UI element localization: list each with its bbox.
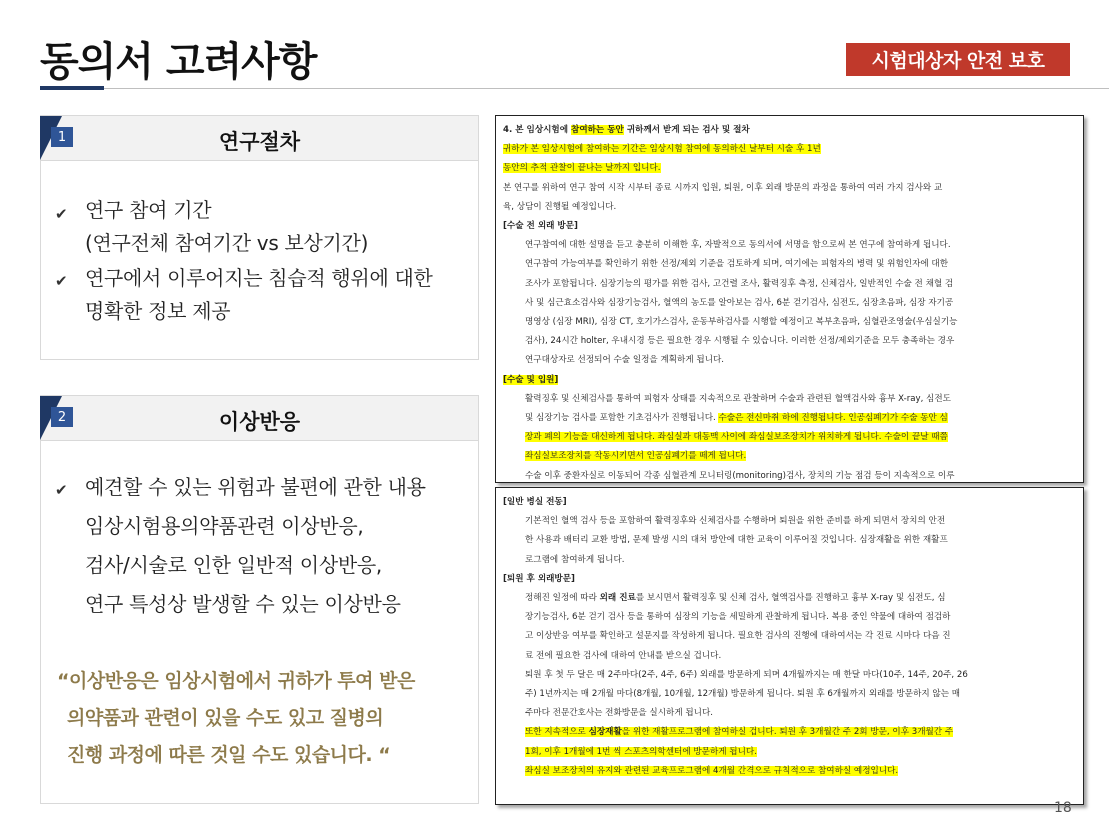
document-text: 주마다 전문간호사는 전화방문을 실시하게 됩니다. bbox=[525, 708, 713, 719]
document-line bbox=[503, 589, 1077, 608]
document-text: 연구참여에 대한 설명을 듣고 충분히 이해한 후, 자발적으로 동의서에 서명을 함으로써 본 연구에 참여하게 됩니다. bbox=[525, 240, 951, 251]
check-icon: ✔ bbox=[55, 481, 68, 499]
document-text: [퇴원 후 외래방문] bbox=[503, 573, 575, 584]
highlighted-text: 귀하가 본 임상시험에 참여하는 기간은 임상시험 참여에 동의하신 날부터 시술 후 1년 bbox=[503, 144, 821, 155]
document-line bbox=[503, 551, 1077, 570]
bullet-text: 검사/시술로 인한 일반적 이상반응, bbox=[85, 553, 382, 577]
highlighted-text: [수술 및 입원] bbox=[503, 374, 559, 385]
document-text: 및 심장기능 검사를 포함한 기초검사가 진행됩니다. bbox=[525, 413, 719, 424]
document-line bbox=[503, 723, 1077, 742]
bullet-text: 임상시험용의약품관련 이상반응, bbox=[85, 514, 364, 538]
highlighted-text: 좌심실 보조장치의 유지와 관련된 교육프로그램에 4개월 간격으로 규칙적으로 참여하실 예정입니다. bbox=[525, 765, 899, 776]
document-line bbox=[503, 332, 1077, 351]
section-header-adverse bbox=[40, 395, 479, 441]
section-title: 연구절차 bbox=[218, 130, 301, 154]
bullet-text: 예견할 수 있는 위험과 불편에 관한 내용 bbox=[85, 475, 426, 499]
section-number: 2 bbox=[51, 407, 73, 427]
document-line bbox=[503, 351, 1077, 370]
document-text: 기본적인 혈액 검사 등을 포함하여 활력징후와 신체검사를 수행하며 퇴원을 위한 준비를 하게 되면서 장치의 안전 bbox=[525, 516, 946, 527]
bullet-text: 연구에서 이루어지는 침습적 행위에 대한 bbox=[85, 266, 433, 290]
document-text: 활력징후 및 신체검사를 통하여 피험자 상태를 지속적으로 관찰하며 수술과 관련된 혈액검사와 흉부 X-ray, 심전도 bbox=[525, 393, 951, 404]
quote-line: “이상반응은 임상시험에서 귀하가 투여 받은 bbox=[57, 670, 415, 692]
topic-tag: 시험대상자 안전 보호 bbox=[846, 43, 1070, 76]
document-line bbox=[503, 217, 1077, 236]
document-line bbox=[503, 179, 1077, 198]
document-line bbox=[503, 493, 1077, 512]
section-body-adverse bbox=[40, 441, 479, 804]
page-number: 18 bbox=[1054, 800, 1072, 816]
document-line bbox=[503, 371, 1077, 390]
document-text: 정해진 일정에 따라 bbox=[525, 593, 600, 604]
highlighted-text: 장과 폐의 기능을 대신하게 됩니다. 좌심실과 대동맥 사이에 좌심실보조장치가 위치하게 됩니다. 수술이 끝날 때쯤 bbox=[525, 432, 948, 443]
highlighted-text: 참여하는 동안 bbox=[571, 125, 624, 135]
document-text: 외래 진료 bbox=[599, 593, 636, 604]
document-line bbox=[503, 255, 1077, 274]
bullet-text: 연구 특성상 발생할 수 있는 이상반응 bbox=[85, 592, 401, 616]
document-line bbox=[503, 531, 1077, 550]
document-text: 4. 본 임상시험에 bbox=[503, 125, 572, 135]
document-line bbox=[503, 294, 1077, 313]
section-body-procedure bbox=[40, 161, 479, 360]
document-text: 조사가 포함됩니다. 심장기능의 평가를 위한 검사, 고건렬 조사, 활력징후 측정, 신체검사, 일반적인 수술 전 채혈 검 bbox=[525, 278, 954, 289]
document-text: 연구대상자로 선정되어 수술 일정을 계획하게 됩니다. bbox=[525, 355, 725, 366]
document-line bbox=[503, 313, 1077, 332]
highlighted-text: 동안의 추적 관찰이 끝나는 날까지 입니다. bbox=[503, 163, 661, 174]
highlighted-text: 을 위한 재활프로그램에 참여하실 겁니다. 퇴원 후 3개월간 주 2회 방문, 이후 3개월간 주 bbox=[621, 727, 954, 738]
document-line bbox=[503, 409, 1077, 428]
highlighted-text: 1회, 이후 1개월에 1번 씩 스포츠의학센터에 방문하게 됩니다. bbox=[525, 746, 757, 757]
bullet-text: 연구 참여 기간 bbox=[85, 198, 212, 222]
document-text: 고 이상반응 여부를 확인하고 설문지를 작성하게 됩니다. 필요한 검사의 진행에 대하여서는 각 진료 시마다 다음 진 bbox=[525, 631, 951, 642]
section-number: 1 bbox=[51, 127, 73, 147]
document-line bbox=[503, 198, 1077, 217]
document-line bbox=[503, 390, 1077, 409]
highlighted-text: 심장재활 bbox=[588, 727, 622, 738]
title-divider bbox=[40, 88, 1109, 89]
document-text: 로그램에 참여하게 됩니다. bbox=[525, 554, 625, 565]
document-line bbox=[503, 467, 1077, 486]
bullet-text: (연구전체 참여기간 vs 보상기간) bbox=[85, 231, 369, 255]
document-line bbox=[503, 666, 1077, 685]
document-line bbox=[503, 685, 1077, 704]
document-text: 명영상 (심장 MRI), 심장 CT, 호기가스검사, 운동부하검사를 시행할 예정이고 복부초음파, 심혈관조영술(우심실기능 bbox=[525, 317, 958, 328]
document-line bbox=[503, 447, 1077, 466]
document-text: 를 보시면서 활력징후 및 신체 검사, 혈액검사를 진행하고 흉부 X-ray 및 심전도, 심 bbox=[635, 593, 946, 604]
quote-line: 진행 과정에 따른 것일 수도 있습니다. “ bbox=[67, 744, 391, 766]
document-text: [일반 병실 전동] bbox=[503, 497, 567, 507]
document-line bbox=[503, 762, 1077, 781]
document-text: [수술 전 외래 방문] bbox=[503, 221, 578, 232]
document-line bbox=[503, 608, 1077, 627]
highlighted-text: 또한 지속적으로 bbox=[525, 727, 589, 738]
document-line bbox=[503, 743, 1077, 762]
document-line bbox=[503, 570, 1077, 589]
title-accent-bar bbox=[40, 86, 104, 90]
document-text: 귀하께서 받게 되는 검사 및 절차 bbox=[623, 125, 750, 135]
section-header-procedure bbox=[40, 115, 479, 161]
document-text: 사 및 심근효소검사와 심장기능검사, 혈액의 농도를 알아보는 검사, 6분 걷기검사, 심전도, 심장초음파, 심장 자기공 bbox=[525, 297, 954, 308]
document-text: 연구참여 가능여부를 확인하기 위한 선정/제외 기준을 검토하게 되며, 여기에는 피험자의 병력 및 위험인자에 대한 bbox=[525, 259, 949, 270]
page-title: 동의서 고려사항 bbox=[40, 39, 317, 85]
document-line bbox=[503, 140, 1077, 159]
consent-form-excerpt-procedures bbox=[495, 115, 1084, 483]
document-text: 퇴원 후 첫 두 달은 매 2주마다(2주, 4주, 6주) 외래를 방문하게 되며 4개월까지는 매 한달 마다(10주, 14주, 20주, 26 bbox=[525, 669, 968, 680]
document-line bbox=[503, 236, 1077, 255]
document-text: 한 사용과 배터리 교환 방법, 문제 발생 시의 대처 방안에 대한 교육이 이루어질 것입니다. 심장재활을 위한 재활프 bbox=[525, 535, 948, 546]
document-text: 검사), 24시간 holter, 우내시경 등은 필요한 경우 시행될 수 있습니다. 이러한 선정/제외기준을 모두 충족하는 경우 bbox=[525, 336, 955, 347]
document-text: 장기능검사, 6분 걷기 검사 등을 통하여 심장의 기능을 세밀하게 관찰하게 됩니다. 복용 중인 약물에 대하여 점검하 bbox=[525, 612, 951, 623]
bullet-text: 명확한 정보 제공 bbox=[85, 299, 231, 323]
document-line bbox=[503, 275, 1077, 294]
highlighted-text: 수술은 전신마취 하에 진행됩니다. 인공심폐기가 수술 동안 심 bbox=[718, 413, 948, 424]
highlighted-text: 좌심실보조장치를 작동시키면서 인공심폐기를 떼게 됩니다. bbox=[525, 451, 747, 462]
document-text: 료 전에 필요한 검사에 대하여 안내를 받으실 겁니다. bbox=[525, 650, 722, 661]
consent-form-excerpt-followup bbox=[495, 487, 1084, 805]
document-line bbox=[503, 121, 1077, 140]
document-line bbox=[503, 704, 1077, 723]
document-text: 수술 이후 중환자실로 이동되어 각종 심혈관계 모니터링(monitoring)검사, 장치의 기능 점검 등이 지속적으로 이루 bbox=[525, 470, 955, 481]
document-line bbox=[503, 159, 1077, 178]
document-text: 본 연구를 위하여 연구 참여 시작 시부터 종료 시까지 입원, 퇴원, 이후 외래 방문의 과정을 통하여 여러 가지 검사와 교 bbox=[503, 182, 943, 193]
document-line bbox=[503, 512, 1077, 531]
document-line bbox=[503, 647, 1077, 666]
check-icon: ✔ bbox=[55, 205, 68, 223]
check-icon: ✔ bbox=[55, 272, 68, 290]
section-title: 이상반응 bbox=[218, 410, 301, 434]
quote-line: 의약품과 관련이 있을 수도 있고 질병의 bbox=[67, 707, 384, 729]
document-line bbox=[503, 428, 1077, 447]
document-line bbox=[503, 627, 1077, 646]
document-text: 주) 1년까지는 매 2개월 마다(8개월, 10개월, 12개월) 방문하게 됩니다. 퇴원 후 6개월까지 외래를 방문하지 않는 매 bbox=[525, 689, 961, 700]
document-text: 육, 상담이 진행될 예정입니다. bbox=[503, 201, 617, 212]
